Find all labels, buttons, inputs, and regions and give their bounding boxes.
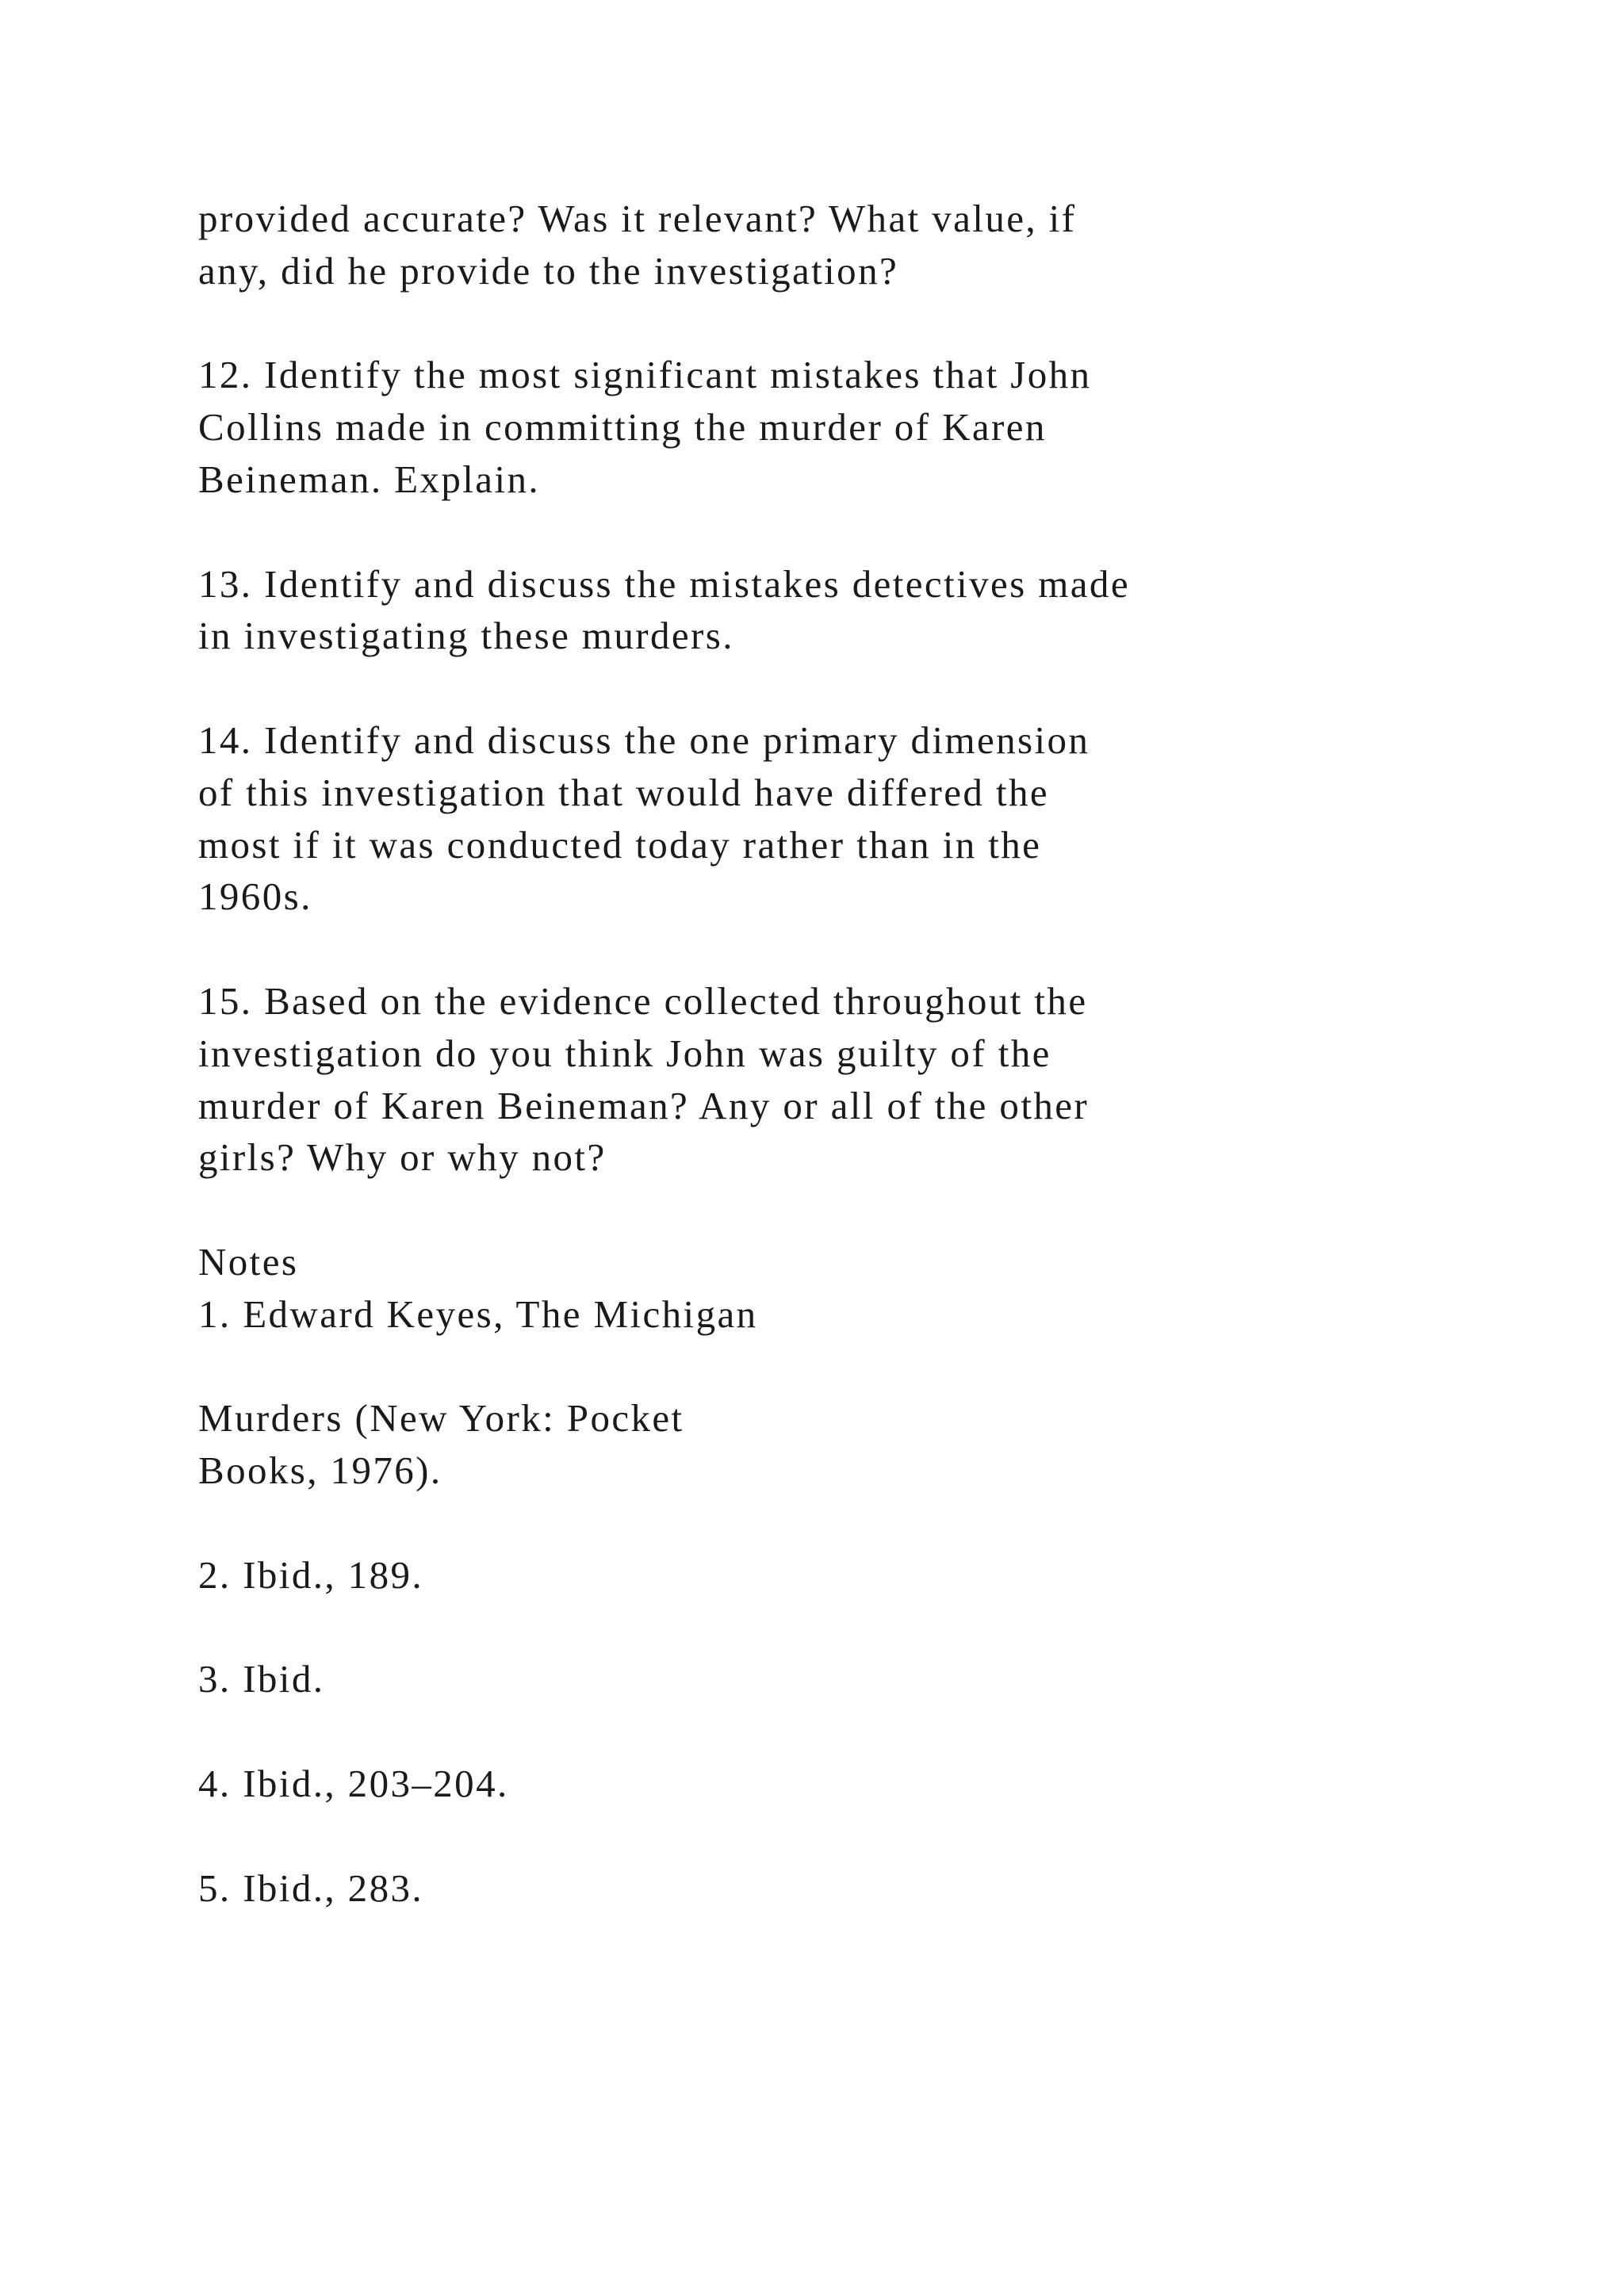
text-line: Beineman. Explain. bbox=[198, 457, 541, 501]
question-13 bbox=[198, 558, 1507, 663]
text-line: 15. Based on the evidence collected throughout the bbox=[198, 978, 1088, 1023]
blank-line bbox=[198, 297, 1507, 350]
text-line: 1960s. bbox=[198, 874, 312, 919]
question-14 bbox=[198, 714, 1507, 923]
note-2: 2. Ibid., 189. bbox=[198, 1552, 424, 1597]
notes-section bbox=[198, 1236, 1507, 1341]
blank-line bbox=[198, 1705, 1507, 1758]
text-line: in investigating these murders. bbox=[198, 614, 734, 658]
note-1-continuation bbox=[198, 1392, 1507, 1497]
note-4: 4. Ibid., 203–204. bbox=[198, 1761, 509, 1805]
question-12 bbox=[198, 349, 1507, 505]
blank-line bbox=[198, 923, 1507, 975]
text-line: of this investigation that would have differed the bbox=[198, 770, 1050, 814]
q11-continuation bbox=[198, 193, 1507, 297]
note-1: 1. Edward Keyes, The Michigan bbox=[198, 1292, 758, 1336]
blank-line bbox=[198, 506, 1507, 558]
text-line: murder of Karen Beineman? Any or all of the other bbox=[198, 1083, 1090, 1127]
note-3: 3. Ibid. bbox=[198, 1657, 325, 1701]
note-5: 5. Ibid., 283. bbox=[198, 1866, 424, 1910]
text-line: 12. Identify the most significant mistakes that John bbox=[198, 353, 1092, 397]
blank-line bbox=[198, 1184, 1507, 1236]
text-line: any, did he provide to the investigation? bbox=[198, 248, 899, 293]
notes-heading: Notes bbox=[198, 1239, 299, 1284]
blank-line bbox=[198, 1601, 1507, 1654]
blank-line bbox=[198, 662, 1507, 714]
blank-line bbox=[198, 1341, 1507, 1393]
text-line: Books, 1976). bbox=[198, 1448, 442, 1493]
text-line: most if it was conducted today rather than in the bbox=[198, 822, 1042, 867]
text-line: girls? Why or why not? bbox=[198, 1135, 607, 1180]
question-15 bbox=[198, 975, 1507, 1184]
text-line: Collins made in committing the murder of Karen bbox=[198, 405, 1047, 450]
document-body bbox=[198, 193, 1507, 1914]
text-line: 13. Identify and discuss the mistakes detectives made bbox=[198, 561, 1130, 606]
blank-line bbox=[198, 1810, 1507, 1862]
text-line: Murders (New York: Pocket bbox=[198, 1396, 684, 1441]
blank-line bbox=[198, 1497, 1507, 1549]
text-line: investigation do you think John was guilty of the bbox=[198, 1031, 1051, 1075]
text-line: provided accurate? Was it relevant? What value, if bbox=[198, 197, 1077, 240]
text-line: 14. Identify and discuss the one primary dimension bbox=[198, 718, 1090, 762]
